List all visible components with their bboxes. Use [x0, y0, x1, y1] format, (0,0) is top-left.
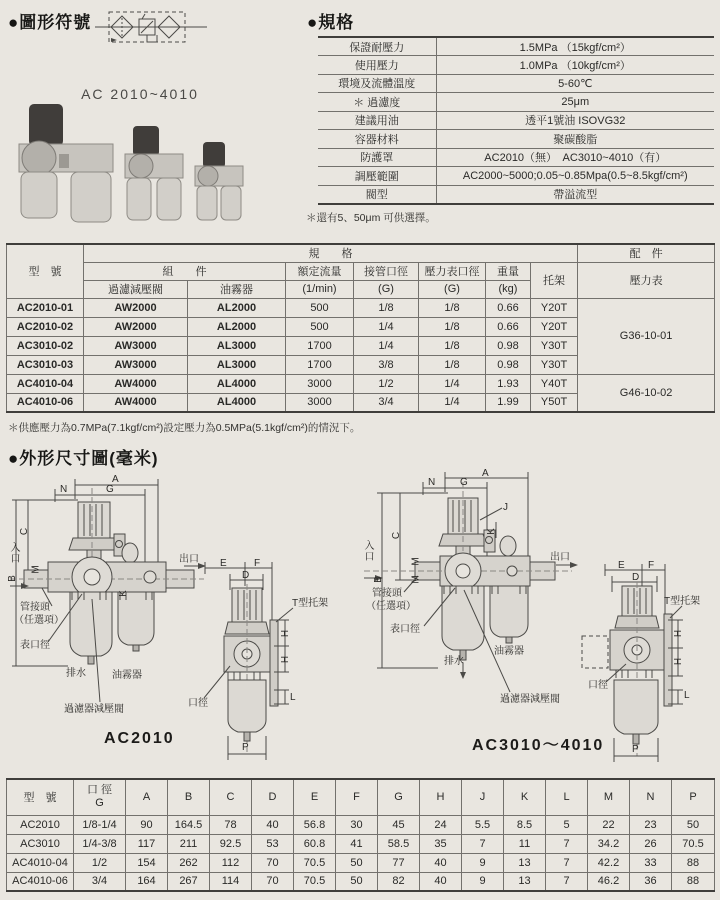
spec-value: AC2000~5000;0.05~0.85Mpa(0.5~8.5kgf/cm²) [436, 167, 714, 186]
label-optional: （任選項） [14, 615, 64, 626]
dim-label-b: B [6, 575, 18, 582]
cell-dim: 23 [630, 815, 672, 834]
drawing-title-ac2010: AC2010 [104, 730, 175, 747]
cell-bracket: Y50T [531, 393, 578, 412]
cell-filter-regulator: AW4000 [84, 374, 188, 393]
cell-flow: 3000 [286, 393, 354, 412]
dim-label-n: N [60, 484, 68, 495]
cell-lubricator: AL2000 [188, 298, 286, 317]
cell-model: AC2010-01 [7, 298, 84, 317]
spec-label: 容器材料 [318, 130, 436, 149]
dim-label-f: F [648, 560, 655, 571]
table-row [318, 111, 714, 130]
cell-bracket: Y30T [531, 336, 578, 355]
label-lubricator: 油霧器 [112, 670, 142, 681]
dim-label-h: H [280, 629, 292, 638]
label-drain: 排水 [444, 656, 464, 667]
col-header-weight-unit: (kg) [486, 280, 531, 298]
cell-lubricator: AL4000 [188, 393, 286, 412]
label-t-bracket: T型托架 [292, 598, 329, 609]
label-pipe-joint: 管接頭 [372, 588, 402, 599]
spec-value: 1.0MPa （10kgf/cm²） [436, 56, 714, 75]
ac3010-4010-dimension-drawing [360, 468, 712, 770]
col-header-dim: M [588, 779, 630, 815]
drawing-title-ac3010-4010: AC3010～4010 [472, 737, 605, 754]
col-header-accessory-group: 配 件 [578, 244, 715, 262]
cell-dim: 30 [336, 815, 378, 834]
col-header-dim: K [504, 779, 546, 815]
cell-pressure-gauge-model: G36-10-01 [578, 298, 715, 374]
selection-footnote: ＊供應壓力為0.7MPa(7.1kgf/cm²)設定壓力為0.5MPa(5.1kgf/cm²)的情況下。 [8, 422, 361, 434]
cell-dim: 70 [252, 853, 294, 872]
table-row [7, 834, 715, 853]
col-header-port-label: 口 徑 [86, 784, 113, 797]
cell-filter-regulator: AW3000 [84, 355, 188, 374]
cell-pressure-gauge-model: G46-10-02 [578, 374, 715, 412]
cell-lubricator: AL2000 [188, 317, 286, 336]
cell-filter-regulator: AW4000 [84, 393, 188, 412]
cell-model: AC3010-02 [7, 336, 84, 355]
table-row [7, 262, 715, 280]
dim-label-a: A [482, 468, 489, 479]
cell-dim: 22 [588, 815, 630, 834]
col-header-dim: L [546, 779, 588, 815]
col-header-model: 型 號 [7, 244, 84, 298]
cell-port: 1/4-3/8 [74, 834, 126, 853]
cell-gauge-port: 1/8 [419, 336, 486, 355]
cell-bracket: Y20T [531, 317, 578, 336]
col-header-dim: A [126, 779, 168, 815]
spec-footnote: ＊還有5、50μm 可供選擇。 [306, 212, 436, 224]
cell-dim: 53 [252, 834, 294, 853]
cell-model: AC4010-06 [7, 872, 74, 891]
label-inlet: 入口 [362, 540, 373, 562]
cell-weight: 1.99 [486, 393, 531, 412]
cell-dim: 41 [336, 834, 378, 853]
col-header-gauge-port-unit: (G) [419, 280, 486, 298]
cell-port: 3/4 [74, 872, 126, 891]
cell-dim: 70.5 [294, 853, 336, 872]
dim-label-e: E [220, 558, 227, 569]
table-row [7, 374, 715, 393]
spec-value: AC2010（無） AC3010~4010（有） [436, 148, 714, 167]
cell-gauge-port: 1/8 [419, 298, 486, 317]
cell-gauge-port: 1/8 [419, 317, 486, 336]
cell-dim: 45 [378, 815, 420, 834]
label-port: 口徑 [188, 698, 208, 709]
cell-pipe-port: 1/8 [354, 298, 419, 317]
table-row [7, 872, 715, 891]
cell-dim: 35 [420, 834, 462, 853]
cell-lubricator: AL3000 [188, 355, 286, 374]
table-row [7, 853, 715, 872]
cell-dim: 50 [336, 853, 378, 872]
dim-label-d: D [632, 572, 640, 583]
spec-value: 透平1號油 ISOVG32 [436, 111, 714, 130]
cell-dim: 34.2 [588, 834, 630, 853]
label-drain: 排水 [66, 668, 86, 679]
cell-dim: 5.5 [462, 815, 504, 834]
dim-label-h: H [673, 629, 685, 638]
cell-weight: 0.98 [486, 355, 531, 374]
cell-dim: 267 [168, 872, 210, 891]
frl-unit-photo-medium [125, 126, 183, 220]
cell-dim: 77 [378, 853, 420, 872]
label-optional: （任選項） [366, 601, 416, 612]
cell-dim: 13 [504, 853, 546, 872]
table-row [7, 298, 715, 317]
dim-label-c: C [391, 531, 403, 540]
dim-label-a: A [112, 474, 119, 485]
cell-bracket: Y30T [531, 355, 578, 374]
table-row [318, 93, 714, 112]
cell-dim: 154 [126, 853, 168, 872]
cell-dim: 70.5 [294, 872, 336, 891]
col-header-bracket: 托架 [531, 262, 578, 298]
cell-filter-regulator: AW3000 [84, 336, 188, 355]
dim-label-f: F [254, 558, 261, 569]
col-header-pipe-port-unit: (G) [354, 280, 419, 298]
cell-dim: 7 [546, 853, 588, 872]
label-filter-regulator: 過濾器減壓閥 [500, 694, 560, 705]
spec-value: 聚碳酸脂 [436, 130, 714, 149]
table-row [318, 37, 714, 56]
table-row [318, 56, 714, 75]
dimensions-section-title: ●外形尺寸圖(毫米) [8, 449, 159, 468]
cell-pipe-port: 1/4 [354, 336, 419, 355]
cell-filter-regulator: AW2000 [84, 317, 188, 336]
product-photos [15, 100, 295, 225]
cell-model: AC2010-02 [7, 317, 84, 336]
selection-table [6, 243, 715, 413]
frl-unit-photo-large [19, 104, 113, 222]
cell-dim: 46.2 [588, 872, 630, 891]
table-row [7, 244, 715, 262]
dim-label-m: M [410, 575, 422, 584]
dim-label-g: G [106, 484, 114, 495]
cell-weight: 0.66 [486, 317, 531, 336]
label-gauge-port: 表口徑 [390, 624, 420, 635]
cell-dim: 40 [420, 872, 462, 891]
dim-label-h: H [673, 657, 685, 666]
col-header-dim: F [336, 779, 378, 815]
label-inlet: 入口 [8, 542, 19, 564]
cell-dim: 262 [168, 853, 210, 872]
cell-pipe-port: 3/4 [354, 393, 419, 412]
col-header-components: 組 件 [84, 262, 286, 280]
cell-dim: 88 [672, 853, 715, 872]
dim-label-p: P [242, 742, 249, 753]
spec-label: 使用壓力 [318, 56, 436, 75]
col-header-spec-group: 規 格 [84, 244, 578, 262]
cell-dim: 112 [210, 853, 252, 872]
cell-model: AC3010-03 [7, 355, 84, 374]
frl-unit-photo-small [195, 142, 243, 220]
col-header-dim: G [378, 779, 420, 815]
cell-dim: 70.5 [672, 834, 715, 853]
ac2010-dimension-drawing [8, 468, 360, 770]
cell-dim: 82 [378, 872, 420, 891]
cell-model: AC4010-04 [7, 853, 74, 872]
spec-label: 保證耐壓力 [318, 37, 436, 56]
cell-lubricator: AL3000 [188, 336, 286, 355]
col-header-port-sub: G [95, 797, 104, 810]
label-outlet: 出口 [550, 552, 570, 563]
cell-port: 1/8-1/4 [74, 815, 126, 834]
label-lubricator: 油霧器 [494, 646, 524, 657]
spec-value: 5-60℃ [436, 74, 714, 93]
photo-caption-model-range: AC 2010~4010 [81, 86, 199, 102]
cell-dim: 8.5 [504, 815, 546, 834]
cell-dim: 11 [504, 834, 546, 853]
cell-gauge-port: 1/4 [419, 374, 486, 393]
col-header-lubricator: 油霧器 [188, 280, 286, 298]
label-outlet: 出口 [179, 554, 199, 565]
cell-dim: 164.5 [168, 815, 210, 834]
cell-dim: 26 [630, 834, 672, 853]
dim-label-d: D [242, 570, 250, 581]
cell-dim: 88 [672, 872, 715, 891]
cell-bracket: Y40T [531, 374, 578, 393]
cell-dim: 114 [210, 872, 252, 891]
col-header-dim: P [672, 779, 715, 815]
cell-dim: 24 [420, 815, 462, 834]
spec-label: 環境及流體溫度 [318, 74, 436, 93]
cell-pipe-port: 1/4 [354, 317, 419, 336]
table-row [318, 167, 714, 186]
col-header-filter-regulator: 過濾減壓閥 [84, 280, 188, 298]
label-gauge-port: 表口徑 [20, 640, 50, 651]
cell-dim: 7 [546, 834, 588, 853]
col-header-dim: C [210, 779, 252, 815]
dim-label-l: L [290, 692, 296, 703]
spec-label: 建議用油 [318, 111, 436, 130]
cell-gauge-port: 1/8 [419, 355, 486, 374]
spec-label: 閥型 [318, 185, 436, 204]
label-t-bracket: T型托架 [664, 596, 701, 607]
cell-dim: 9 [462, 872, 504, 891]
label-port: 口徑 [588, 680, 608, 691]
dim-label-b: B [372, 576, 384, 583]
col-header-gauge-port: 壓力表口徑 [419, 262, 486, 280]
cell-flow: 1700 [286, 336, 354, 355]
col-header-rated-flow: 額定流量 [286, 262, 354, 280]
cell-dim: 164 [126, 872, 168, 891]
spec-label: 調壓範圍 [318, 167, 436, 186]
symbols-section-title: ●圖形符號 [8, 13, 92, 32]
cell-flow: 500 [286, 317, 354, 336]
col-header-pipe-port: 接管口徑 [354, 262, 419, 280]
cell-dim: 92.5 [210, 834, 252, 853]
cell-flow: 1700 [286, 355, 354, 374]
col-header-rated-flow-unit: (1/min) [286, 280, 354, 298]
table-row [7, 779, 715, 815]
spec-value: 25μm [436, 93, 714, 112]
cell-dim: 58.5 [378, 834, 420, 853]
cell-dim: 13 [504, 872, 546, 891]
cell-dim: 90 [126, 815, 168, 834]
spec-value: 帶溢流型 [436, 185, 714, 204]
dim-label-c: C [19, 527, 31, 536]
cell-dim: 117 [126, 834, 168, 853]
col-header-dim: J [462, 779, 504, 815]
cell-lubricator: AL4000 [188, 374, 286, 393]
dim-label-k: K [485, 528, 497, 535]
cell-dim: 36 [630, 872, 672, 891]
dim-label-g: G [460, 477, 468, 488]
cell-bracket: Y20T [531, 298, 578, 317]
table-row [7, 815, 715, 834]
col-header-port [74, 779, 126, 815]
spec-label: ＊ 過濾度 [318, 93, 436, 112]
cell-dim: 56.8 [294, 815, 336, 834]
dimension-table [6, 778, 715, 892]
cell-dim: 7 [462, 834, 504, 853]
col-header-pressure-gauge: 壓力表 [578, 262, 715, 298]
cell-dim: 78 [210, 815, 252, 834]
col-header-dim: N [630, 779, 672, 815]
cell-model: AC4010-06 [7, 393, 84, 412]
dim-label-h: H [280, 655, 292, 664]
cell-model: AC3010 [7, 834, 74, 853]
cell-weight: 0.98 [486, 336, 531, 355]
spec-value: 1.5MPa （15kgf/cm²） [519, 41, 631, 54]
cell-dim: 40 [420, 853, 462, 872]
table-row [318, 185, 714, 204]
dim-label-p: P [632, 744, 639, 755]
cell-pipe-port: 1/2 [354, 374, 419, 393]
dim-label-e: E [618, 560, 625, 571]
col-header-dim: H [420, 779, 462, 815]
dim-label-m: M [410, 557, 422, 566]
cell-flow: 500 [286, 298, 354, 317]
specs-section-title: ●規格 [307, 13, 355, 32]
cell-weight: 0.66 [486, 298, 531, 317]
cell-dim: 5 [546, 815, 588, 834]
table-row [318, 130, 714, 149]
cell-flow: 3000 [286, 374, 354, 393]
cell-dim: 33 [630, 853, 672, 872]
dim-label-k: K [117, 590, 129, 597]
col-header-weight: 重量 [486, 262, 531, 280]
cell-dim: 40 [252, 815, 294, 834]
cell-dim: 7 [546, 872, 588, 891]
cell-dim: 60.8 [294, 834, 336, 853]
cell-dim: 9 [462, 853, 504, 872]
label-pipe-joint: 管接頭 [20, 602, 50, 613]
cell-model: AC4010-04 [7, 374, 84, 393]
pneumatic-circuit-symbol-icon [95, 6, 215, 54]
cell-dim: 211 [168, 834, 210, 853]
cell-filter-regulator: AW2000 [84, 298, 188, 317]
col-header-model: 型 號 [7, 779, 74, 815]
dim-label-m: M [30, 565, 42, 574]
col-header-dim: D [252, 779, 294, 815]
dim-label-n: N [428, 477, 436, 488]
table-row [318, 74, 714, 93]
dim-label-l: L [684, 690, 690, 701]
cell-dim: 42.2 [588, 853, 630, 872]
cell-pipe-port: 3/8 [354, 355, 419, 374]
ac3010-4010-drawing-linework [360, 468, 712, 770]
spec-label: 防護罩 [318, 148, 436, 167]
cell-dim: 50 [336, 872, 378, 891]
table-row [318, 148, 714, 167]
cell-port: 1/2 [74, 853, 126, 872]
col-header-dim: B [168, 779, 210, 815]
cell-dim: 50 [672, 815, 715, 834]
spec-table [318, 36, 714, 205]
cell-weight: 1.93 [486, 374, 531, 393]
cell-gauge-port: 1/4 [419, 393, 486, 412]
cell-dim: 70 [252, 872, 294, 891]
cell-model: AC2010 [7, 815, 74, 834]
label-filter-regulator: 過濾器減壓閥 [64, 704, 124, 715]
col-header-dim: E [294, 779, 336, 815]
dim-label-j: J [503, 502, 508, 513]
